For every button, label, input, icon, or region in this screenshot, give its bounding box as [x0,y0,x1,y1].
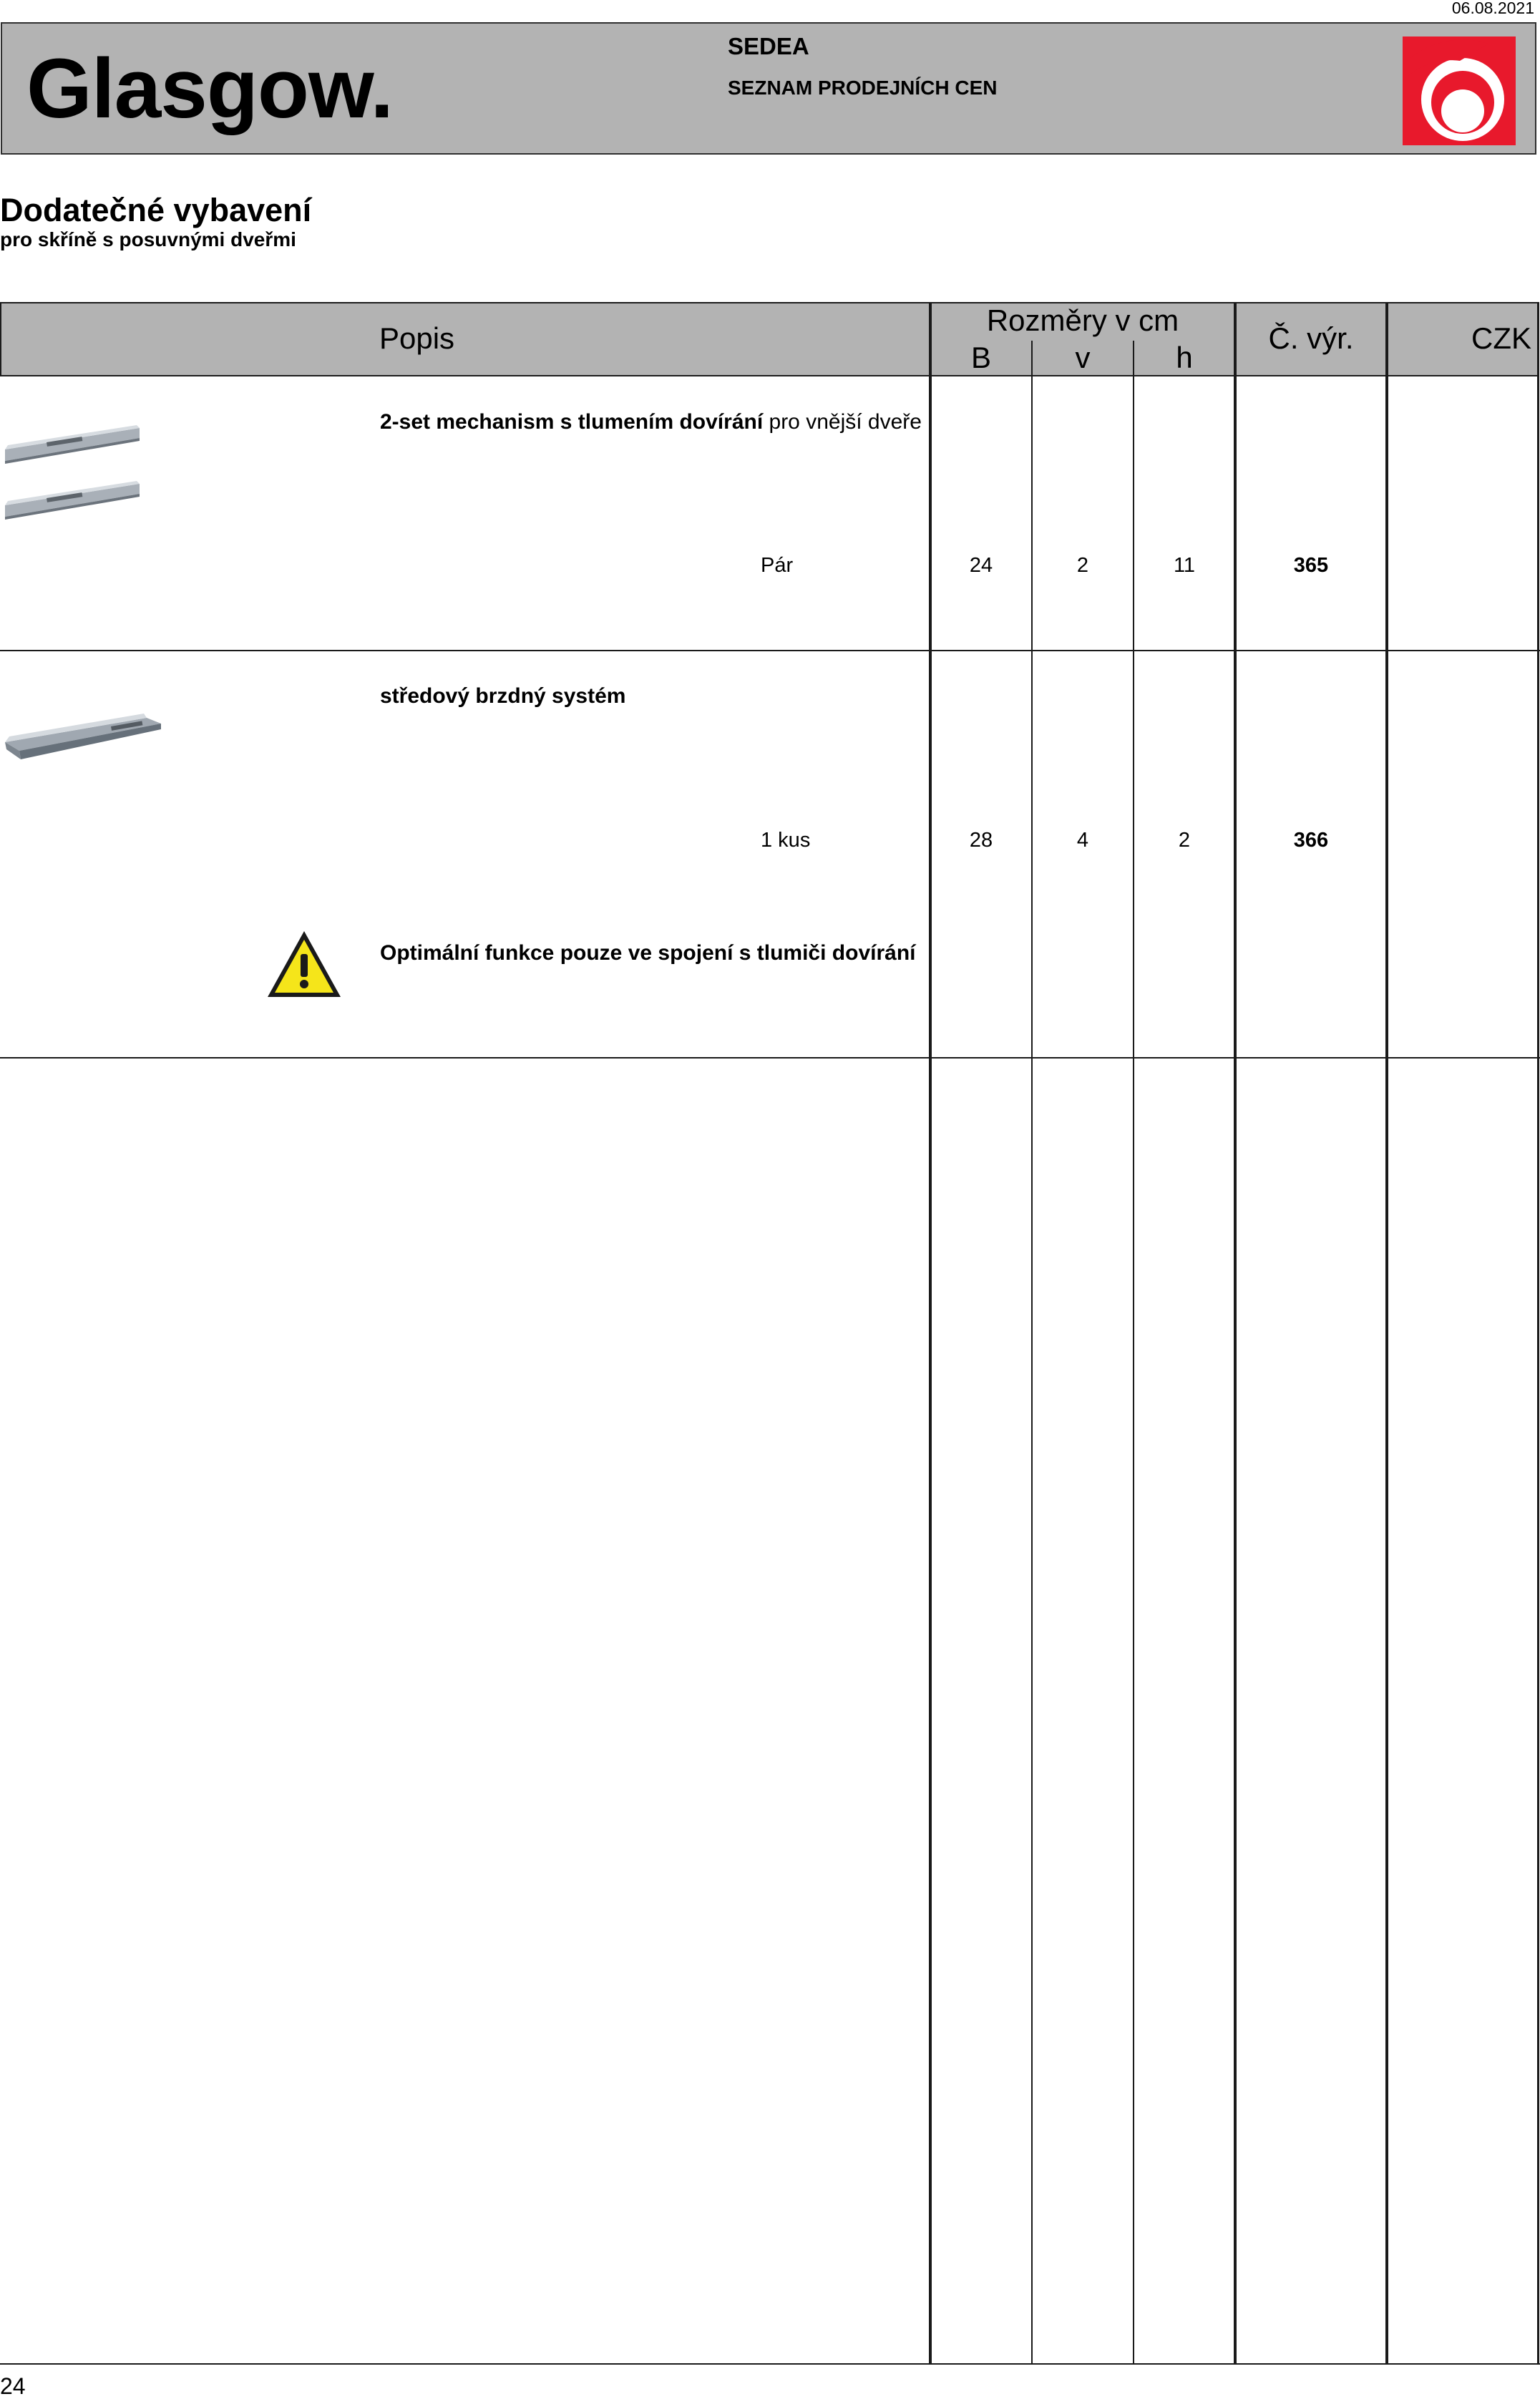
header-price: CZK [1471,321,1531,355]
print-date: 06.08.2021 [1451,0,1534,17]
col-divider [1234,302,1237,2365]
col-divider [1385,302,1388,2365]
row-divider [0,2363,1540,2365]
header-product-code: Č. výr. [1268,321,1354,355]
product-code: 365 [1293,554,1329,577]
compatibility-note: Optimální funkce pouze ve spojení s tlumiči dovírání [380,941,916,965]
brand-subtitle: SEDEA [728,33,809,59]
header-width: B [970,341,991,374]
dim-height: 11 [1173,554,1196,577]
company-logo [1403,37,1516,145]
page-number: 24 [0,2373,26,2399]
price-list-title: SEZNAM PRODEJNÍCH CEN [728,77,998,99]
warning-icon [265,928,343,1000]
col-divider [1031,341,1033,2365]
unit-label: Pár [761,554,794,577]
dim-depth: 4 [1076,829,1089,852]
product-name: 2-set mechanism s tlumením dovírání [380,410,764,434]
row-divider [0,650,1540,651]
dim-width: 24 [969,554,993,577]
dim-depth: 2 [1076,554,1089,577]
unit-label: 1 kus [761,829,811,852]
dim-width: 28 [969,829,993,852]
header-dimensions: Rozměry v cm [986,303,1179,337]
dim-height: 2 [1178,829,1191,852]
soft-close-rail-pair-image [4,421,140,525]
product-description [380,409,922,435]
header-description: Popis [379,321,455,355]
section-title: Dodatečné vybavení [0,192,312,228]
col-divider [1133,341,1134,2365]
header-depth: v [1075,341,1091,374]
page-header [1,22,1536,155]
col-divider [1537,302,1539,2365]
row-divider [0,1057,1540,1059]
brand-name: Glasgow. [26,42,394,136]
section-subtitle: pro skříně s posuvnými dveřmi [0,228,296,250]
header-height: h [1176,341,1193,374]
brake-rail-image [4,712,161,773]
product-name: středový brzdný systém [380,684,626,708]
col-divider [929,302,932,2365]
product-code: 366 [1293,829,1329,852]
product-spec: pro vnější dveře [763,410,922,434]
